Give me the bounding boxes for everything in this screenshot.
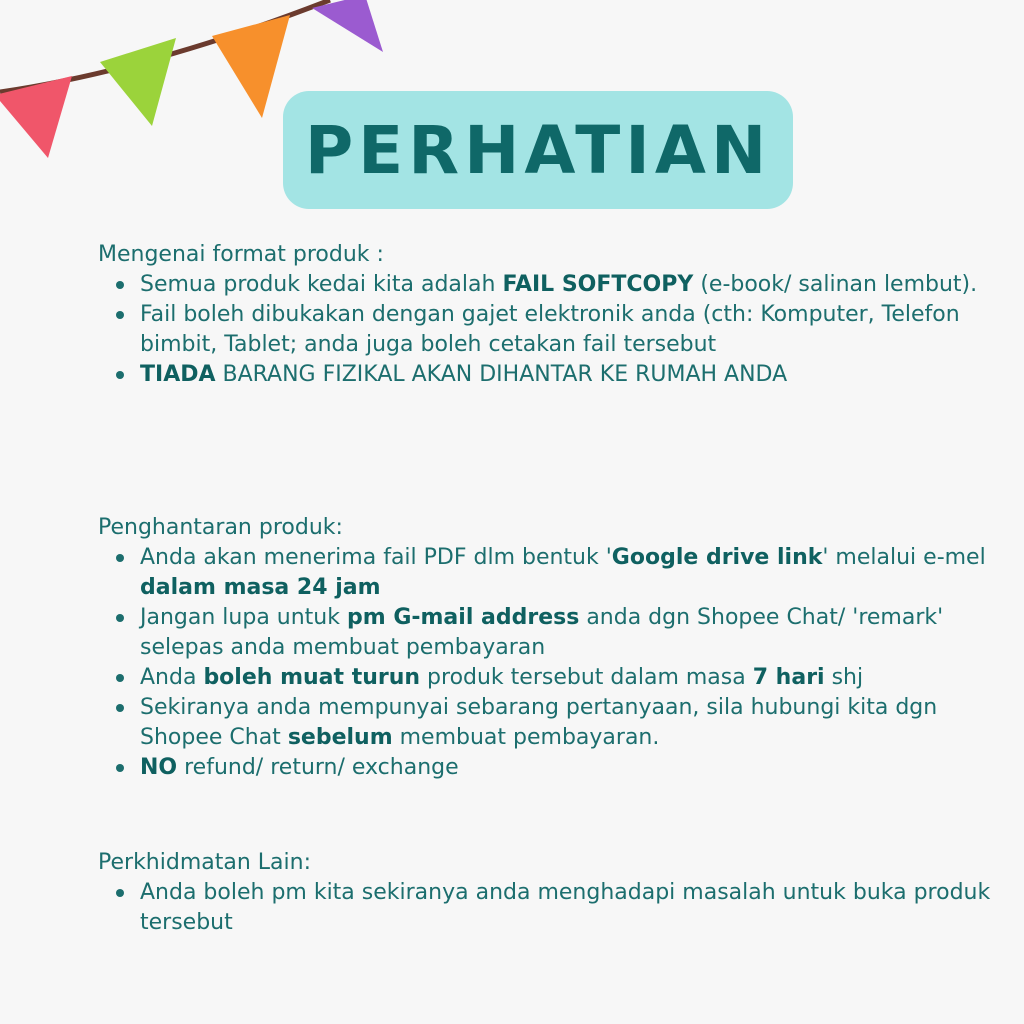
bunting-flag-green bbox=[100, 38, 176, 126]
section-heading: Mengenai format produk : bbox=[98, 242, 384, 267]
section-heading: Perkhidmatan Lain: bbox=[98, 850, 311, 875]
list-item: Anda akan menerima fail PDF dlm bentuk 'Google drive link' melalui e-mel dalam masa 24 jam bbox=[140, 543, 998, 603]
section-heading: Penghantaran produk: bbox=[98, 515, 343, 540]
bunting-flag-orange bbox=[212, 15, 290, 118]
list-item: NO refund/ return/ exchange bbox=[140, 753, 998, 783]
section-other-services bbox=[98, 848, 998, 938]
title-banner bbox=[283, 91, 793, 209]
page-title: PERHATIAN bbox=[304, 111, 772, 189]
bunting-flag-purple bbox=[312, 0, 383, 52]
section-product-format bbox=[98, 240, 998, 390]
list-item: Anda boleh muat turun produk tersebut dalam masa 7 hari shj bbox=[140, 663, 998, 693]
bullet-list bbox=[98, 878, 998, 938]
section-product-delivery bbox=[98, 513, 998, 783]
list-item: Anda boleh pm kita sekiranya anda menghadapi masalah untuk buka produk tersebut bbox=[140, 878, 998, 938]
list-item: Jangan lupa untuk pm G-mail address anda dgn Shopee Chat/ 'remark' selepas anda membuat pembayaran bbox=[140, 603, 998, 663]
bullet-list bbox=[98, 270, 998, 390]
list-item: Fail boleh dibukakan dengan gajet elektronik anda (cth: Komputer, Telefon bimbit, Tablet; anda juga boleh cetakan fail tersebut bbox=[140, 300, 998, 360]
list-item: Semua produk kedai kita adalah FAIL SOFTCOPY (e-book/ salinan lembut). bbox=[140, 270, 998, 300]
list-item: Sekiranya anda mempunyai sebarang pertanyaan, sila hubungi kita dgn Shopee Chat sebelum membuat pembayaran. bbox=[140, 693, 998, 753]
list-item: TIADA BARANG FIZIKAL AKAN DIHANTAR KE RUMAH ANDA bbox=[140, 360, 998, 390]
bullet-list bbox=[98, 543, 998, 783]
